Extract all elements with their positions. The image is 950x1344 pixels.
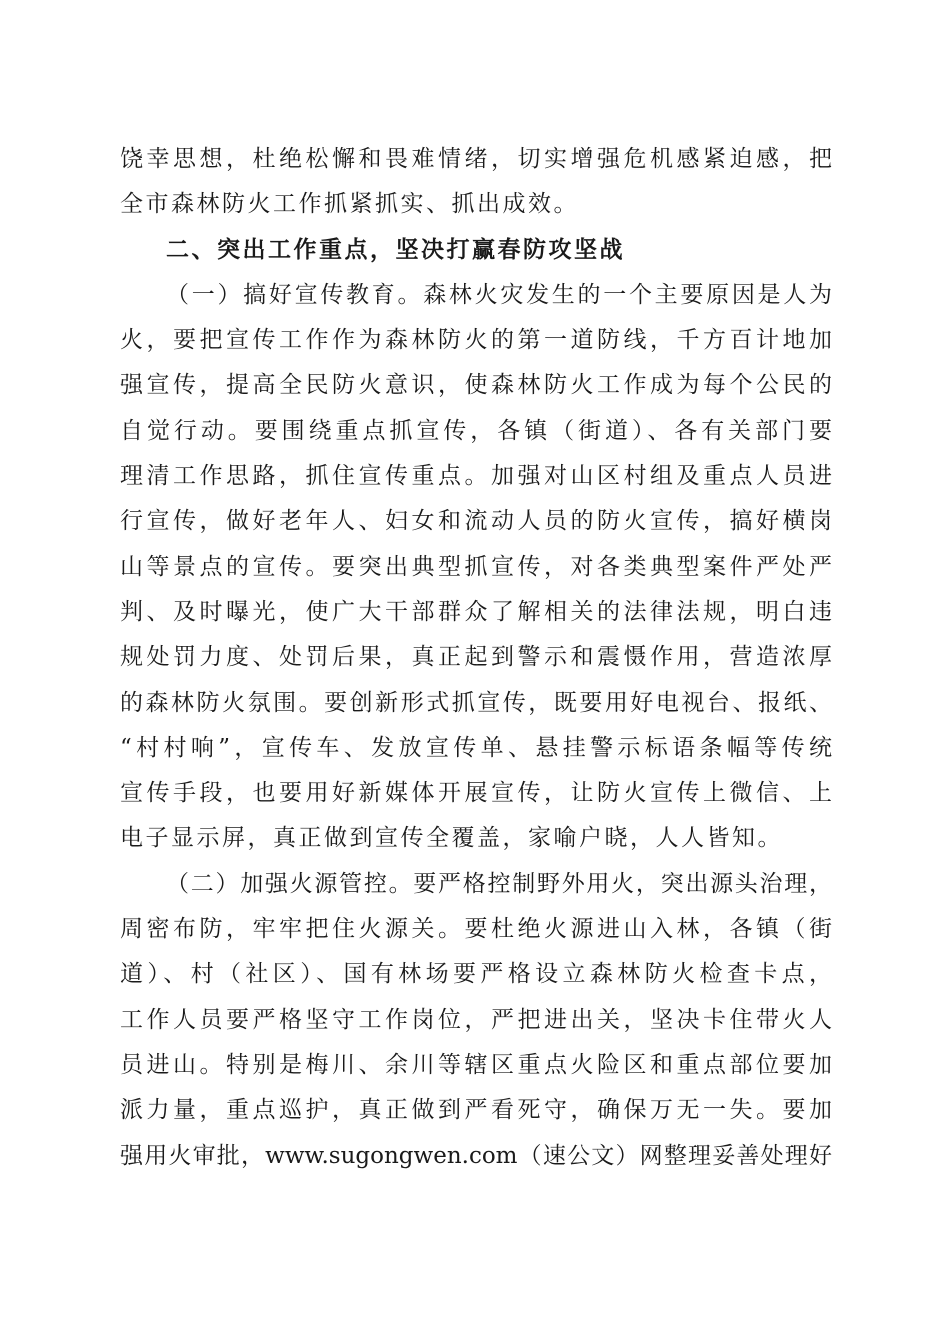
text-line: 判、及时曝光，使广大干部群众了解相关的法律法规，明白违 bbox=[120, 598, 832, 625]
document-body bbox=[120, 137, 832, 1179]
section-heading: 二、突出工作重点，坚决打赢春防攻坚战 bbox=[166, 236, 625, 263]
text-line: 行宣传，做好老年人、妇女和流动人员的防火宣传，搞好横岗 bbox=[120, 508, 832, 535]
text-line: 宣传手段，也要用好新媒体开展宣传，让防火宣传上微信、上 bbox=[120, 780, 832, 807]
text-line: 自觉行动。要围绕重点抓宣传，各镇（街道）、各有关部门要 bbox=[120, 417, 832, 444]
text-line: 规处罚力度、处罚后果，真正起到警示和震慑作用，营造浓厚 bbox=[120, 644, 832, 671]
text-line: 强宣传，提高全民防火意识，使森林防火工作成为每个公民的 bbox=[120, 372, 832, 399]
text-line: 的森林防火氛围。要创新形式抓宣传，既要用好电视台、报纸、 bbox=[120, 689, 832, 716]
text-line: 电子显示屏，真正做到宣传全覆盖，家喻户晓，人人皆知。 bbox=[120, 825, 783, 852]
text-line: “村村响”，宣传车、发放宣传单、悬挂警示标语条幅等传统 bbox=[120, 734, 832, 761]
text-line: 工作人员要严格坚守工作岗位，严把进出关，坚决卡住带火人 bbox=[120, 1006, 832, 1033]
text-line: 全市森林防火工作抓紧抓实、抓出成效。 bbox=[120, 191, 579, 218]
text-line: 道）、村（社区）、国有林场要严格设立森林防火检查卡点， bbox=[120, 961, 832, 988]
text-line: （二）加强火源管控。要严格控制野外用火，突出源头治理， bbox=[166, 870, 832, 897]
text-line: 员进山。特别是梅川、余川等辖区重点火险区和重点部位要加 bbox=[120, 1051, 832, 1078]
text-line: 饶幸思想，杜绝松懈和畏难情绪，切实增强危机感紧迫感，把 bbox=[120, 146, 832, 172]
text-line: 派力量，重点巡护，真正做到严看死守，确保万无一失。要加 bbox=[120, 1097, 832, 1124]
text-line: 理清工作思路，抓住宣传重点。加强对山区村组及重点人员进 bbox=[120, 463, 832, 490]
text-line: （一）搞好宣传教育。森林火灾发生的一个主要原因是人为 bbox=[166, 281, 832, 308]
text-line: 强用火审批，www.sugongwen.com（速公文）网整理妥善处理好 bbox=[120, 1142, 832, 1169]
text-line: 周密布防，牢牢把住火源关。要杜绝火源进山入林，各镇（街 bbox=[120, 916, 832, 943]
text-line: 山等景点的宣传。要突出典型抓宣传，对各类典型案件严处严 bbox=[120, 553, 832, 580]
text-line: 火，要把宣传工作作为森林防火的第一道防线，千方百计地加 bbox=[120, 327, 832, 354]
